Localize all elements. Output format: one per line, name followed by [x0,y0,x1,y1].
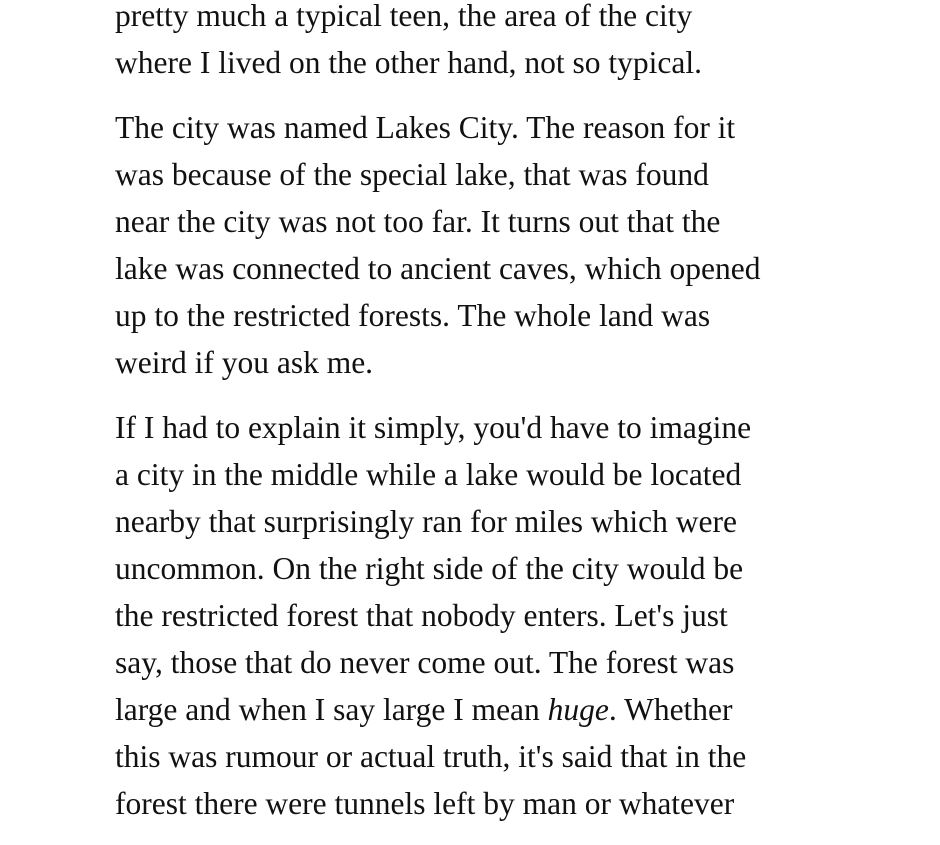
text-line: this was rumour or actual truth, it's said that in the [115,739,747,774]
text-line: say, those that do never come out. The forest was [115,645,735,680]
text-line: near the city was not too far. It turns out that the [115,204,721,239]
text-run: large and when I say large I mean [115,692,548,727]
text-line: If I had to explain it simply, you'd have to imagine [115,410,752,445]
text-line: nearby that surprisingly ran for miles which were [115,504,737,539]
text-line: uncommon. On the right side of the city would be [115,551,744,586]
text-line: was because of the special lake, that was found [115,157,709,192]
text-line: forest there were tunnels left by man or whatever [115,786,735,821]
text-line: pretty much a typical teen, the area of the city [115,0,693,33]
text-line: weird if you ask me. [115,345,374,380]
text-line: the restricted forest that nobody enters. Let's just [115,598,728,633]
text-line: a city in the middle while a lake would be located [115,457,742,492]
text-line: where I lived on the other hand, not so typical. [115,45,702,80]
paragraph-2 [115,104,845,386]
text-line: lake was connected to ancient caves, which opened [115,251,761,286]
paragraph-3 [115,404,845,827]
text-line [115,686,845,733]
text-run: . Whether [608,692,733,727]
document-page [115,0,845,845]
text-line: The city was named Lakes City. The reason for it [115,110,736,145]
text-line: up to the restricted forests. The whole land was [115,298,711,333]
paragraph-1 [115,0,845,86]
emphasis-text: huge [547,692,609,727]
